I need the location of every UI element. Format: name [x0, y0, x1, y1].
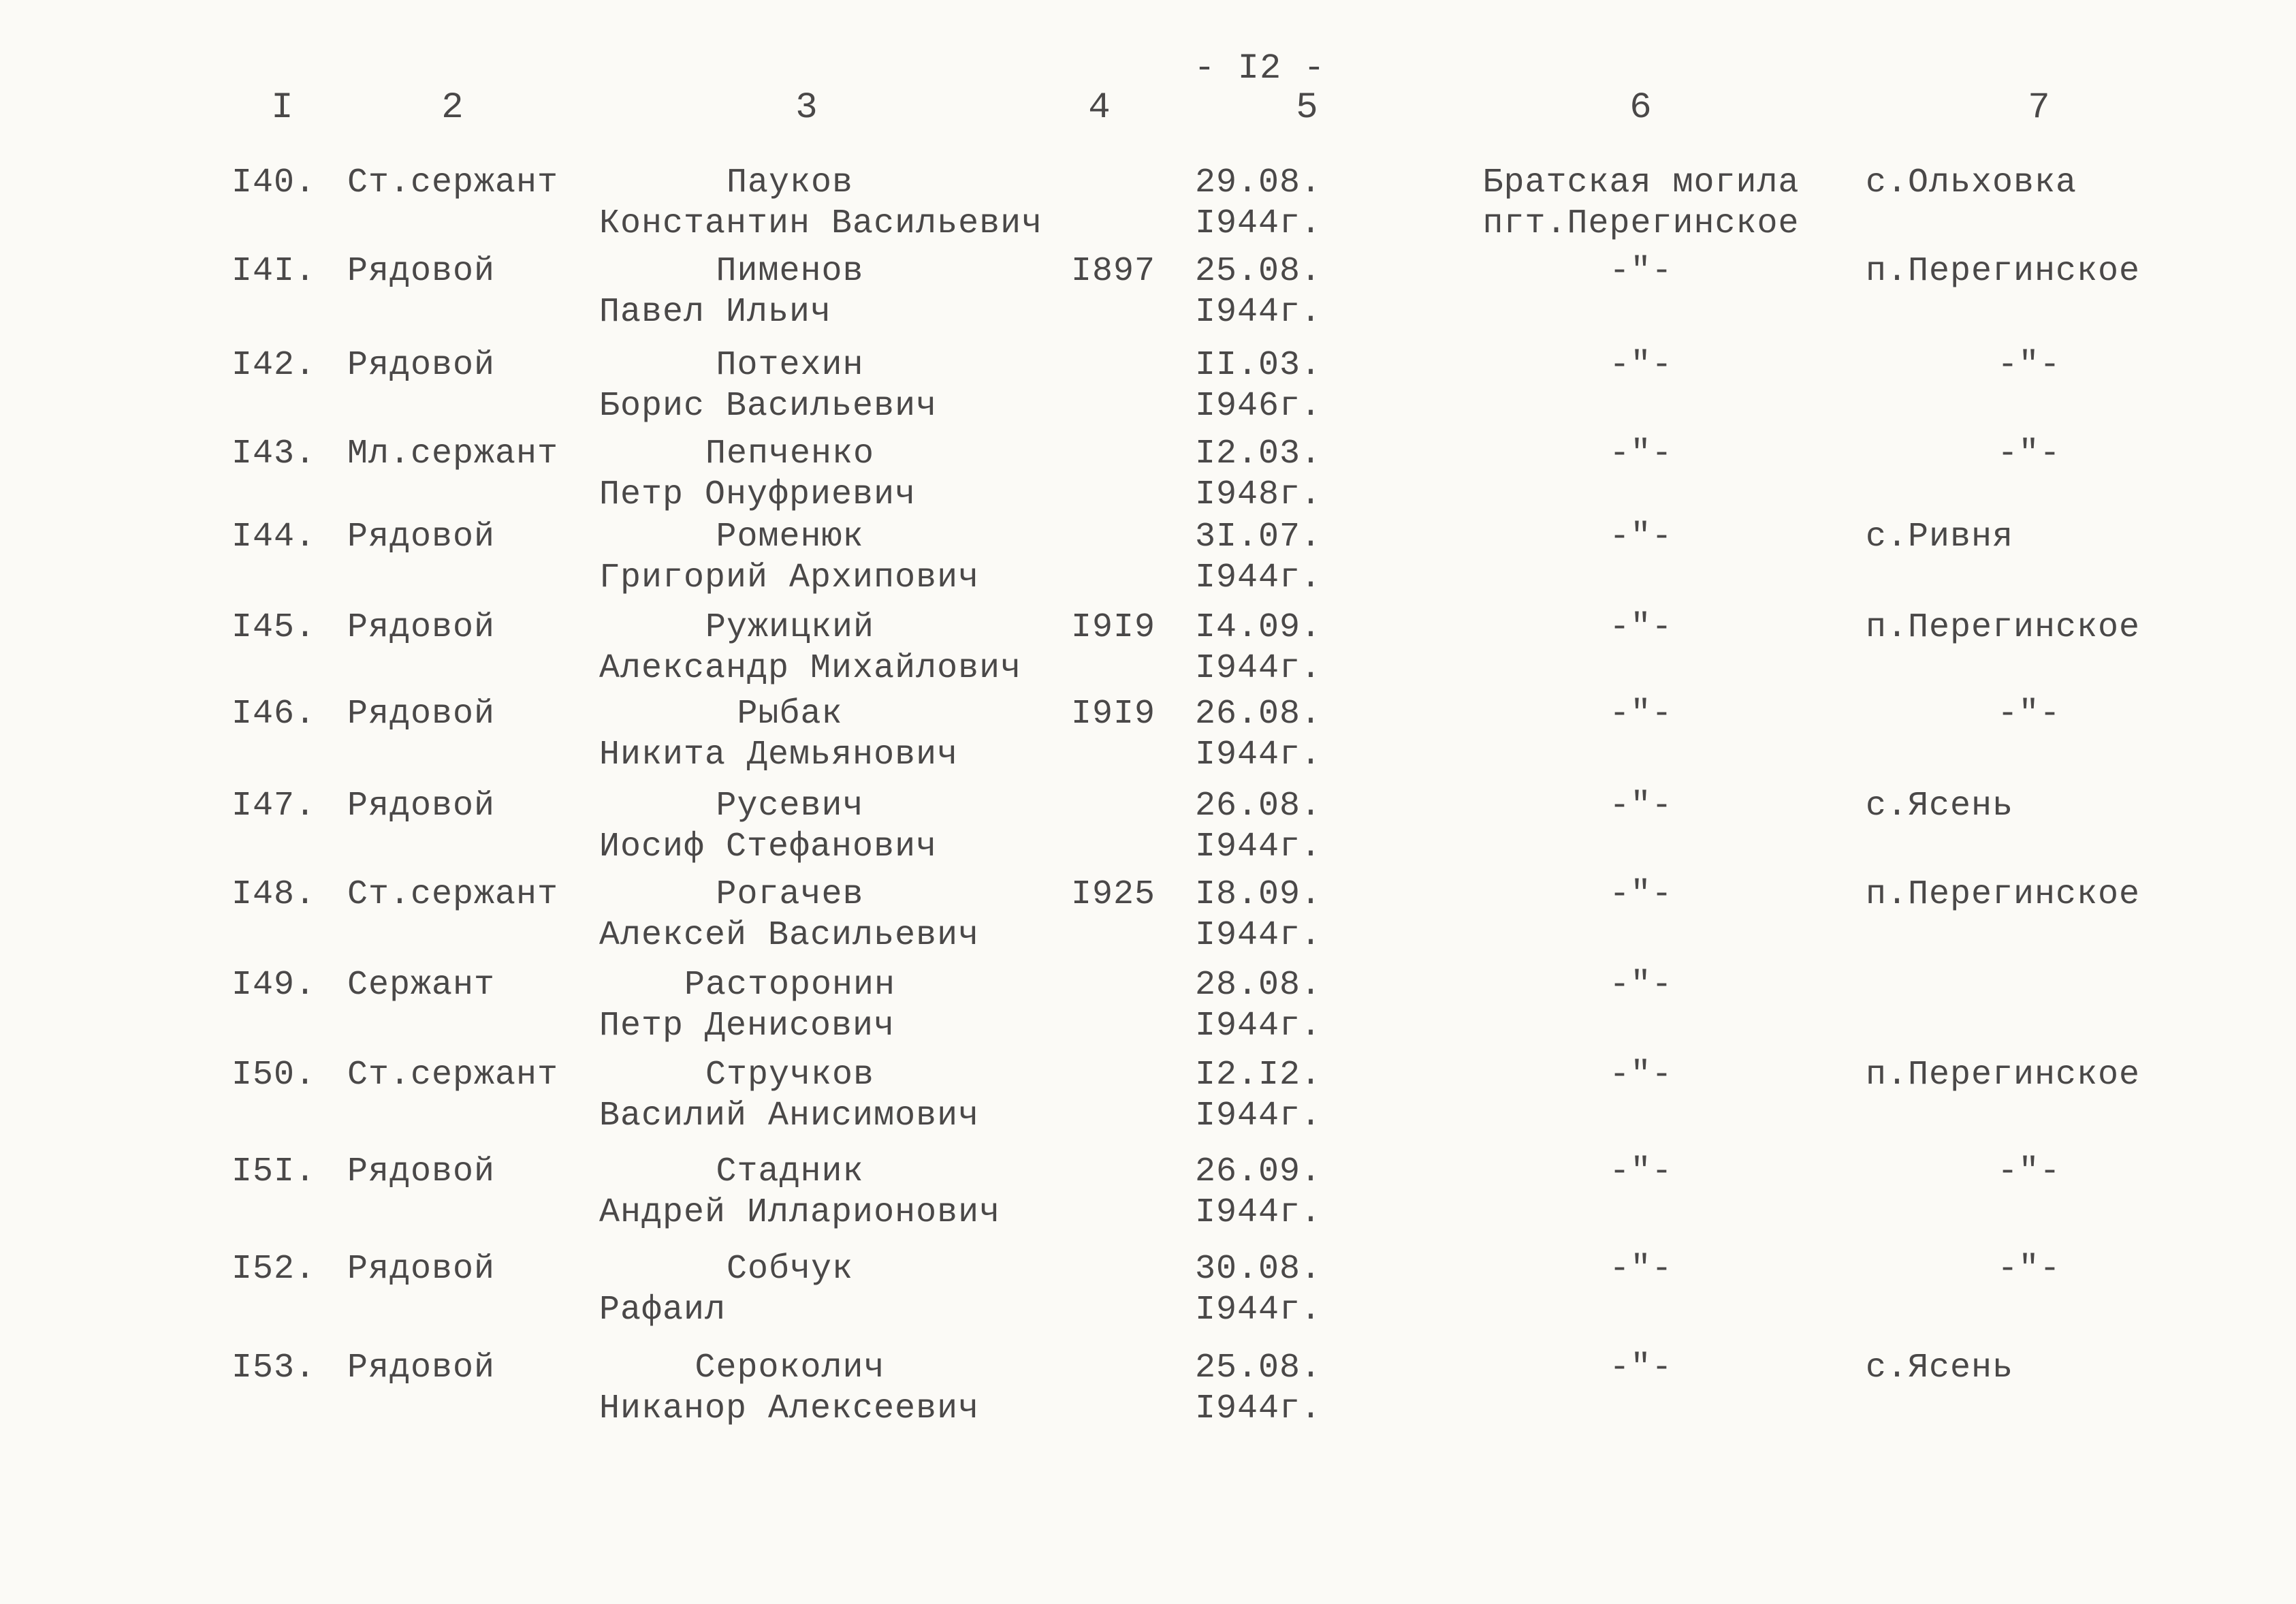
- burial-place: -"-: [1609, 1349, 1673, 1387]
- column-header-5: 5: [1296, 87, 1319, 129]
- surname: Пауков: [726, 163, 854, 202]
- entry-number: I4I.: [232, 252, 317, 291]
- surname: Стадник: [716, 1152, 864, 1191]
- column-header-3: 3: [795, 87, 818, 129]
- village: п.Перегинское: [1866, 875, 2141, 914]
- village: -"-: [1997, 695, 2061, 734]
- death-year: I944г.: [1195, 1007, 1322, 1045]
- rank: Мл.сержант: [347, 435, 559, 473]
- column-header-6: 6: [1629, 87, 1653, 129]
- death-year: I946г.: [1195, 387, 1322, 426]
- given-name: Алексей Васильевич: [599, 916, 980, 955]
- entry-number: I5I.: [232, 1152, 317, 1191]
- table-row: [0, 966, 2296, 1054]
- death-year: I944г.: [1195, 1291, 1322, 1330]
- column-header-1: I: [271, 87, 294, 129]
- village: с.Ривня: [1866, 518, 2014, 556]
- birth-year: I9I9: [1070, 608, 1156, 647]
- village: -"-: [1997, 1250, 2061, 1289]
- rank: Сержант: [347, 966, 496, 1005]
- burial-place: -"-: [1609, 1250, 1673, 1289]
- village: с.Ясень: [1866, 787, 2014, 825]
- death-date: 25.08.: [1195, 1349, 1322, 1387]
- rank: Рядовой: [347, 787, 496, 825]
- burial-place: -"-: [1609, 695, 1673, 734]
- entry-number: I49.: [232, 966, 317, 1005]
- given-name: Борис Васильевич: [599, 387, 938, 426]
- death-date: 30.08.: [1195, 1250, 1322, 1289]
- village: с.Ясень: [1866, 1349, 2014, 1387]
- burial-place: -"-: [1609, 346, 1673, 385]
- entry-number: I45.: [232, 608, 317, 647]
- surname: Собчук: [726, 1250, 854, 1289]
- entry-number: I50.: [232, 1056, 317, 1095]
- birth-year: I9I9: [1070, 695, 1156, 734]
- surname: Расторонин: [684, 966, 896, 1005]
- entry-number: I53.: [232, 1349, 317, 1387]
- table-row: [0, 163, 2296, 252]
- death-year: I944г.: [1195, 828, 1322, 866]
- burial-place-town: пгт.Перегинское: [1482, 204, 1800, 243]
- entry-number: I46.: [232, 695, 317, 734]
- death-year: I944г.: [1195, 1193, 1322, 1232]
- entry-number: I42.: [232, 346, 317, 385]
- burial-place: -"-: [1609, 518, 1673, 556]
- death-date: I8.09.: [1195, 875, 1322, 914]
- surname: Стручков: [705, 1056, 875, 1095]
- rank: Рядовой: [347, 252, 496, 291]
- death-year: I944г.: [1195, 559, 1322, 597]
- given-name: Павел Ильич: [599, 293, 832, 332]
- page-number: - I2 -: [1194, 48, 1326, 89]
- table-row: [0, 1056, 2296, 1144]
- table-row: [0, 1152, 2296, 1241]
- table-row: [0, 252, 2296, 341]
- rank: Рядовой: [347, 1349, 496, 1387]
- death-year: I944г.: [1195, 916, 1322, 955]
- birth-year: I897: [1070, 252, 1156, 291]
- table-row: [0, 1250, 2296, 1338]
- death-date: I2.03.: [1195, 435, 1322, 473]
- burial-place: -"-: [1609, 787, 1673, 825]
- table-row: [0, 346, 2296, 435]
- death-year: I944г.: [1195, 649, 1322, 688]
- column-header-7: 7: [2028, 87, 2051, 129]
- table-row: [0, 695, 2296, 783]
- burial-place: -"-: [1609, 1056, 1673, 1095]
- death-date: 29.08.: [1195, 163, 1322, 202]
- village: с.Ольховка: [1866, 163, 2077, 202]
- death-date: I2.I2.: [1195, 1056, 1322, 1095]
- given-name: Петр Денисович: [599, 1007, 895, 1045]
- surname: Рыбак: [737, 695, 843, 734]
- village: -"-: [1997, 435, 2061, 473]
- death-date: I4.09.: [1195, 608, 1322, 647]
- table-row: [0, 608, 2296, 697]
- surname: Ружицкий: [705, 608, 875, 647]
- death-date: 26.08.: [1195, 695, 1322, 734]
- village: п.Перегинское: [1866, 1056, 2141, 1095]
- entry-number: I44.: [232, 518, 317, 556]
- burial-place: -"-: [1609, 966, 1673, 1005]
- death-date: 28.08.: [1195, 966, 1322, 1005]
- entry-number: I47.: [232, 787, 317, 825]
- burial-place: -"-: [1609, 435, 1673, 473]
- surname: Потехин: [716, 346, 864, 385]
- rank: Рядовой: [347, 608, 496, 647]
- birth-year: I925: [1070, 875, 1156, 914]
- burial-place: -"-: [1609, 1152, 1673, 1191]
- rank: Ст.сержант: [347, 163, 559, 202]
- given-name: Никита Демьянович: [599, 736, 959, 774]
- rank: Рядовой: [347, 1152, 496, 1191]
- death-year: I944г.: [1195, 1389, 1322, 1428]
- surname: Рогачев: [716, 875, 864, 914]
- surname: Пименов: [716, 252, 864, 291]
- rank: Ст.сержант: [347, 875, 559, 914]
- death-year: I944г.: [1195, 293, 1322, 332]
- death-year: I944г.: [1195, 1097, 1322, 1135]
- village: п.Перегинское: [1866, 252, 2141, 291]
- given-name: Василий Анисимович: [599, 1097, 980, 1135]
- given-name: Рафаил: [599, 1291, 727, 1330]
- village: п.Перегинское: [1866, 608, 2141, 647]
- given-name: Петр Онуфриевич: [599, 475, 916, 514]
- column-header-4: 4: [1088, 87, 1111, 129]
- rank: Рядовой: [347, 1250, 496, 1289]
- rank: Ст.сержант: [347, 1056, 559, 1095]
- burial-place: -"-: [1609, 875, 1673, 914]
- burial-place: -"-: [1609, 252, 1673, 291]
- given-name: Григорий Архипович: [599, 559, 980, 597]
- table-row: [0, 1349, 2296, 1437]
- village: -"-: [1997, 1152, 2061, 1191]
- table-row: [0, 518, 2296, 606]
- entry-number: I52.: [232, 1250, 317, 1289]
- table-row: [0, 435, 2296, 523]
- rank: Рядовой: [347, 695, 496, 734]
- given-name: Константин Васильевич: [599, 204, 1043, 243]
- surname: Русевич: [716, 787, 864, 825]
- given-name: Иосиф Стефанович: [599, 828, 938, 866]
- surname: Пепченко: [705, 435, 875, 473]
- death-date: 26.08.: [1195, 787, 1322, 825]
- death-year: I944г.: [1195, 736, 1322, 774]
- death-year: I948г.: [1195, 475, 1322, 514]
- death-date: 3I.07.: [1195, 518, 1322, 556]
- rank: Рядовой: [347, 518, 496, 556]
- death-date: 26.09.: [1195, 1152, 1322, 1191]
- village: -"-: [1997, 346, 2061, 385]
- given-name: Александр Михайлович: [599, 649, 1022, 688]
- surname: Роменюк: [716, 518, 864, 556]
- surname: Сероколич: [695, 1349, 885, 1387]
- table-row: [0, 787, 2296, 875]
- entry-number: I40.: [232, 163, 317, 202]
- burial-place: -"-: [1609, 608, 1673, 647]
- death-year: I944г.: [1195, 204, 1322, 243]
- entry-number: I48.: [232, 875, 317, 914]
- table-row: [0, 875, 2296, 964]
- given-name: Никанор Алексеевич: [599, 1389, 980, 1428]
- given-name: Андрей Илларионович: [599, 1193, 1001, 1232]
- rank: Рядовой: [347, 346, 496, 385]
- death-date: 25.08.: [1195, 252, 1322, 291]
- column-header-2: 2: [441, 87, 464, 129]
- death-date: II.03.: [1195, 346, 1322, 385]
- entry-number: I43.: [232, 435, 317, 473]
- burial-place: Братская могила: [1482, 163, 1800, 202]
